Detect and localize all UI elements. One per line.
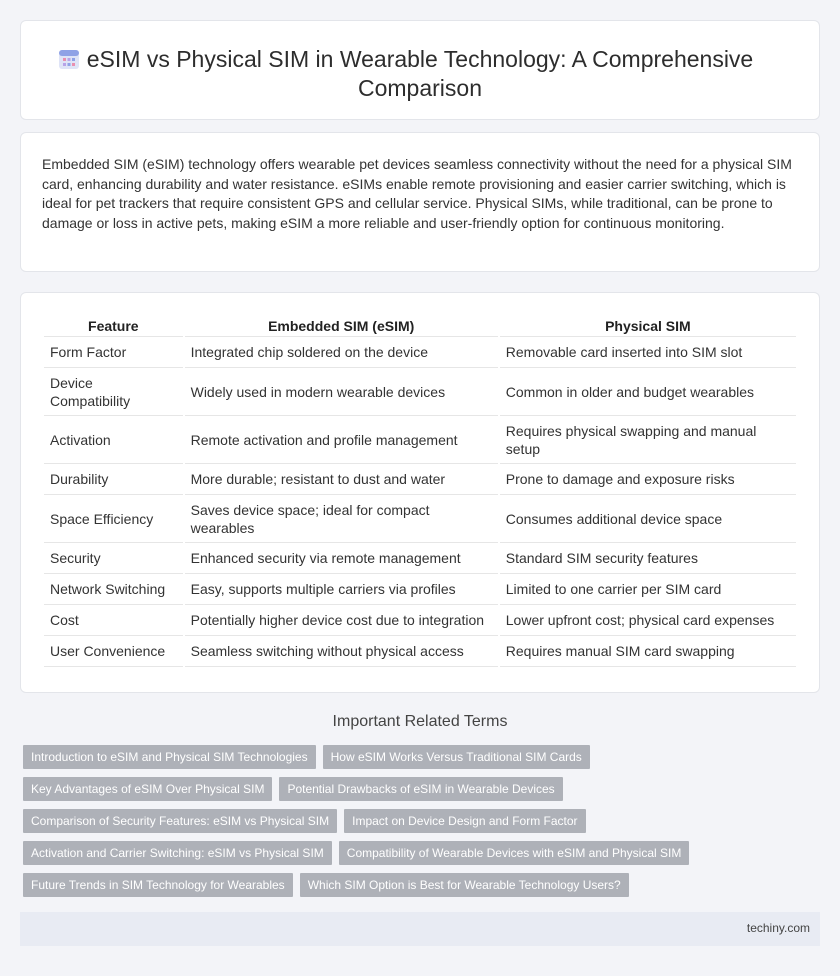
feature-cell: Cost — [44, 605, 183, 636]
table-row — [44, 495, 796, 543]
feature-cell: Durability — [44, 464, 183, 495]
related-term-tag[interactable]: Comparison of Security Features: eSIM vs Physical SIM — [23, 809, 337, 833]
comparison-table — [42, 315, 798, 667]
physical-sim-cell: Common in older and budget wearables — [500, 368, 796, 416]
related-term-tag[interactable]: Impact on Device Design and Form Factor — [344, 809, 585, 833]
related-terms-list — [23, 745, 803, 905]
header-card — [20, 20, 820, 120]
column-header-esim: Embedded SIM (eSIM) — [185, 315, 498, 337]
table-row — [44, 464, 796, 495]
related-terms-heading: Important Related Terms — [332, 713, 508, 730]
esim-cell: Remote activation and profile management — [185, 416, 498, 464]
related-term-tag[interactable]: Potential Drawbacks of eSIM in Wearable Devices — [279, 777, 562, 801]
page-title: eSIM vs Physical SIM in Wearable Technology: A Comprehensive Comparison — [86, 46, 754, 101]
physical-sim-cell: Lower upfront cost; physical card expenses — [500, 605, 796, 636]
related-term-tag[interactable]: How eSIM Works Versus Traditional SIM Cards — [323, 745, 590, 769]
esim-cell: Enhanced security via remote management — [185, 543, 498, 574]
feature-cell: User Convenience — [44, 636, 183, 667]
related-term-tag[interactable]: Which SIM Option is Best for Wearable Technology Users? — [300, 873, 629, 897]
related-term-tag[interactable]: Activation and Carrier Switching: eSIM vs Physical SIM — [23, 841, 332, 865]
feature-cell: Device Compatibility — [44, 368, 183, 416]
esim-cell: Potentially higher device cost due to integration — [185, 605, 498, 636]
physical-sim-cell: Standard SIM security features — [500, 543, 796, 574]
column-header-physical-sim: Physical SIM — [500, 315, 796, 337]
related-term-tag[interactable]: Key Advantages of eSIM Over Physical SIM — [23, 777, 272, 801]
related-term-tag[interactable]: Compatibility of Wearable Devices with eSIM and Physical SIM — [339, 841, 690, 865]
feature-cell: Space Efficiency — [44, 495, 183, 543]
intro-card — [20, 132, 820, 272]
physical-sim-cell: Limited to one carrier per SIM card — [500, 574, 796, 605]
site-link[interactable]: techiny.com — [746, 921, 810, 935]
esim-cell: Widely used in modern wearable devices — [185, 368, 498, 416]
esim-cell: More durable; resistant to dust and water — [185, 464, 498, 495]
table-row — [44, 337, 796, 368]
table-row — [44, 574, 796, 605]
table-row — [44, 543, 796, 574]
feature-cell: Form Factor — [44, 337, 183, 368]
esim-cell: Saves device space; ideal for compact wearables — [185, 495, 498, 543]
esim-cell: Easy, supports multiple carriers via profiles — [185, 574, 498, 605]
esim-cell: Integrated chip soldered on the device — [185, 337, 498, 368]
table-row — [44, 416, 796, 464]
intro-paragraph: Embedded SIM (eSIM) technology offers wearable pet devices seamless connectivity without the need for a physical SIM card, enhancing durability and water resistance. eSIMs enable remote provisioning and easier carrier switching, which is ideal for pet trackers that require consistent GPS and cellular service. Physical SIMs, while traditional, can be prone to damage or loss in active pets, making eSIM a more reliable and user-friendly option for continuous monitoring. — [42, 156, 792, 231]
table-row — [44, 605, 796, 636]
physical-sim-cell: Removable card inserted into SIM slot — [500, 337, 796, 368]
table-header-row — [44, 315, 796, 337]
feature-cell: Network Switching — [44, 574, 183, 605]
table-row — [44, 636, 796, 667]
related-term-tag[interactable]: Future Trends in SIM Technology for Wearables — [23, 873, 293, 897]
physical-sim-cell: Requires manual SIM card swapping — [500, 636, 796, 667]
column-header-feature: Feature — [44, 315, 183, 337]
physical-sim-cell: Requires physical swapping and manual setup — [500, 416, 796, 464]
feature-cell: Security — [44, 543, 183, 574]
feature-cell: Activation — [44, 416, 183, 464]
footer-bar — [20, 912, 820, 946]
physical-sim-cell: Prone to damage and exposure risks — [500, 464, 796, 495]
esim-cell: Seamless switching without physical access — [185, 636, 498, 667]
table-row — [44, 368, 796, 416]
comparison-table-card — [20, 292, 820, 693]
related-term-tag[interactable]: Introduction to eSIM and Physical SIM Technologies — [23, 745, 316, 769]
physical-sim-cell: Consumes additional device space — [500, 495, 796, 543]
